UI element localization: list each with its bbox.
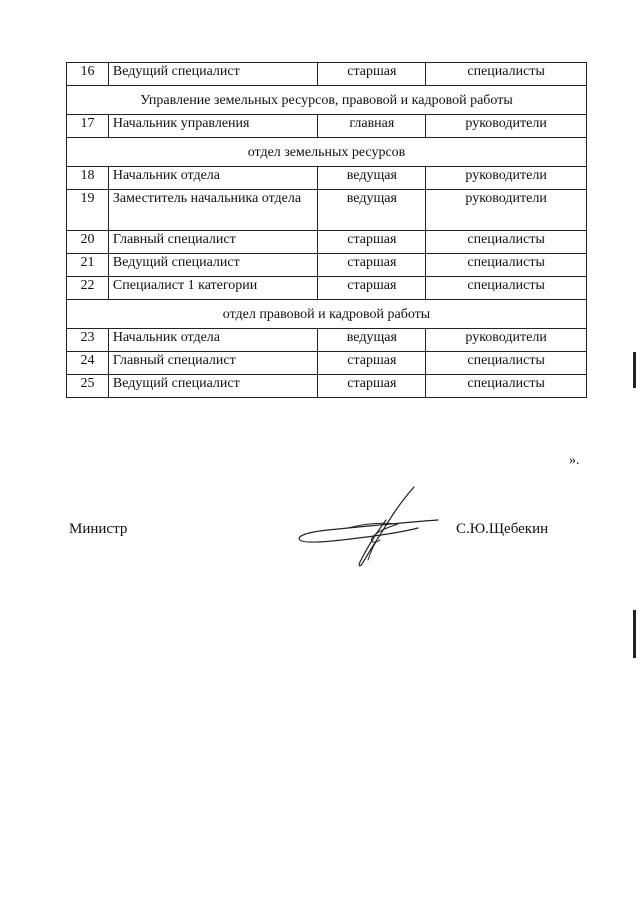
- position-title: Ведущий специалист: [108, 254, 318, 277]
- position-group: главная: [318, 115, 426, 138]
- position-group: старшая: [318, 375, 426, 398]
- position-title: Начальник отдела: [108, 329, 318, 352]
- row-number: 17: [67, 115, 109, 138]
- position-category: специалисты: [426, 231, 587, 254]
- signer-role: Министр: [69, 521, 128, 537]
- position-category: специалисты: [426, 277, 587, 300]
- position-title: Ведущий специалист: [108, 375, 318, 398]
- position-category: руководители: [426, 190, 587, 231]
- scan-edge-mark: [633, 352, 636, 388]
- section-title: отдел земельных ресурсов: [67, 138, 587, 167]
- table-row: [67, 167, 587, 190]
- row-number: 20: [67, 231, 109, 254]
- row-number: 18: [67, 167, 109, 190]
- section-row: [67, 86, 587, 115]
- section-row: [67, 138, 587, 167]
- position-group: ведущая: [318, 329, 426, 352]
- table-row: [67, 352, 587, 375]
- position-group: старшая: [318, 352, 426, 375]
- position-title: Начальник отдела: [108, 167, 318, 190]
- handwritten-signature: [288, 480, 448, 570]
- scan-edge-mark: [633, 610, 636, 658]
- table-row: [67, 277, 587, 300]
- position-title: Начальник управления: [108, 115, 318, 138]
- position-category: специалисты: [426, 352, 587, 375]
- position-title: Заместитель начальника отдела: [108, 190, 318, 231]
- position-category: руководители: [426, 329, 587, 352]
- position-group: ведущая: [318, 167, 426, 190]
- section-title: Управление земельных ресурсов, правовой и кадровой работы: [67, 86, 587, 115]
- row-number: 21: [67, 254, 109, 277]
- positions-table: [66, 62, 587, 398]
- signer-name: С.Ю.Щебекин: [456, 521, 549, 537]
- position-group: ведущая: [318, 190, 426, 231]
- row-number: 23: [67, 329, 109, 352]
- row-number: 22: [67, 277, 109, 300]
- position-group: старшая: [318, 254, 426, 277]
- position-category: специалисты: [426, 375, 587, 398]
- position-group: старшая: [318, 63, 426, 86]
- position-category: руководители: [426, 115, 587, 138]
- position-category: руководители: [426, 167, 587, 190]
- position-group: старшая: [318, 277, 426, 300]
- section-row: [67, 300, 587, 329]
- table-row: [67, 329, 587, 352]
- closing-quote: ».: [569, 453, 580, 468]
- row-number: 19: [67, 190, 109, 231]
- position-category: специалисты: [426, 254, 587, 277]
- row-number: 25: [67, 375, 109, 398]
- row-number: 24: [67, 352, 109, 375]
- position-title: Ведущий специалист: [108, 63, 318, 86]
- table-row: [67, 231, 587, 254]
- table-row: [67, 254, 587, 277]
- table-row: [67, 115, 587, 138]
- position-group: старшая: [318, 231, 426, 254]
- table-row: [67, 375, 587, 398]
- position-title: Главный специалист: [108, 231, 318, 254]
- position-title: Специалист 1 категории: [108, 277, 318, 300]
- section-title: отдел правовой и кадровой работы: [67, 300, 587, 329]
- table-row: [67, 63, 587, 86]
- row-number: 16: [67, 63, 109, 86]
- position-category: специалисты: [426, 63, 587, 86]
- position-title: Главный специалист: [108, 352, 318, 375]
- table-row: [67, 190, 587, 231]
